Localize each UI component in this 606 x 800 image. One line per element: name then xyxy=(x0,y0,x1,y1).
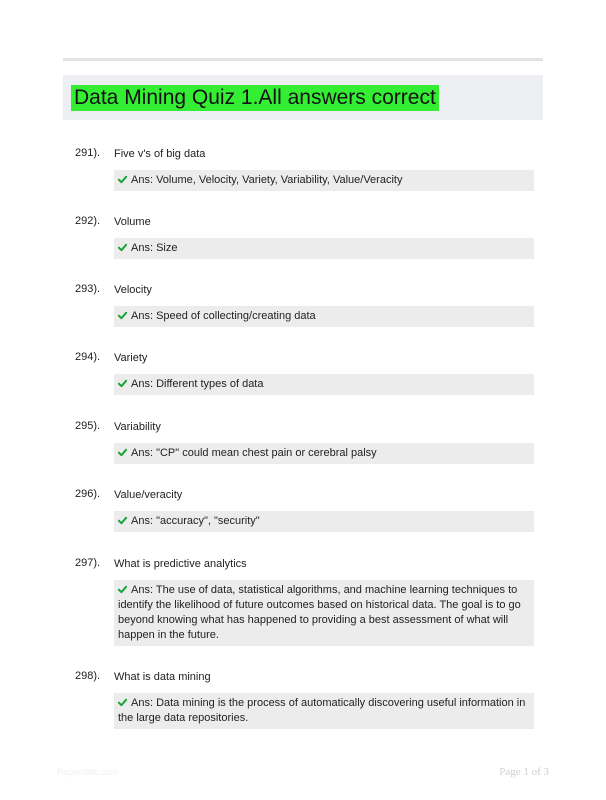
check-icon xyxy=(118,698,127,707)
answer-text: Ans: The use of data, statistical algorithms, and machine learning techniques to identify the likelihood of future outcomes based on historical data. The goal is to go beyond knowing what has happened to providing a best assessment of what will happen in the future. xyxy=(118,584,521,641)
check-icon xyxy=(118,379,127,388)
question-number: 294). xyxy=(75,351,101,363)
answer-box xyxy=(114,306,534,327)
page-number: Page 1 of 3 xyxy=(499,766,549,778)
check-icon xyxy=(118,243,127,252)
title-banner xyxy=(63,75,543,120)
question-number: 298). xyxy=(75,670,101,682)
question-number: 292). xyxy=(75,215,101,227)
top-divider xyxy=(63,58,543,61)
check-icon xyxy=(118,516,127,525)
answer-text: Ans: "accuracy", "security" xyxy=(131,515,260,527)
question-text: Five v's of big data xyxy=(114,148,206,160)
check-icon xyxy=(118,175,127,184)
question-number: 296). xyxy=(75,488,101,500)
question-number: 293). xyxy=(75,283,101,295)
check-icon xyxy=(118,448,127,457)
footer-watermark: Paperstitic.com xyxy=(57,767,119,777)
answer-box xyxy=(114,511,534,532)
question-text: Variability xyxy=(114,421,161,433)
answer-text: Ans: "CP" could mean chest pain or cerebral palsy xyxy=(131,447,377,459)
answer-text: Ans: Speed of collecting/creating data xyxy=(131,310,316,322)
answer-box xyxy=(114,580,534,646)
answer-box xyxy=(114,443,534,464)
answer-text: Ans: Different types of data xyxy=(131,378,264,390)
answer-box xyxy=(114,374,534,395)
check-icon xyxy=(118,585,127,594)
answer-text: Ans: Volume, Velocity, Variety, Variability, Value/Veracity xyxy=(131,174,403,186)
answer-box xyxy=(114,170,534,191)
answer-text: Ans: Size xyxy=(131,242,178,254)
answer-box xyxy=(114,693,534,729)
answer-text: Ans: Data mining is the process of automatically discovering useful information in the large data repositories. xyxy=(118,697,526,724)
question-text: What is predictive analytics xyxy=(114,558,247,570)
question-number: 297). xyxy=(75,557,101,569)
question-number: 291). xyxy=(75,147,101,159)
check-icon xyxy=(118,311,127,320)
question-number: 295). xyxy=(75,420,101,432)
document-title: Data Mining Quiz 1.All answers correct xyxy=(71,85,439,111)
question-text: Variety xyxy=(114,352,148,364)
question-text: Volume xyxy=(114,216,151,228)
answer-box xyxy=(114,238,534,259)
question-text: What is data mining xyxy=(114,671,211,683)
question-text: Value/veracity xyxy=(114,489,183,501)
question-text: Velocity xyxy=(114,284,152,296)
